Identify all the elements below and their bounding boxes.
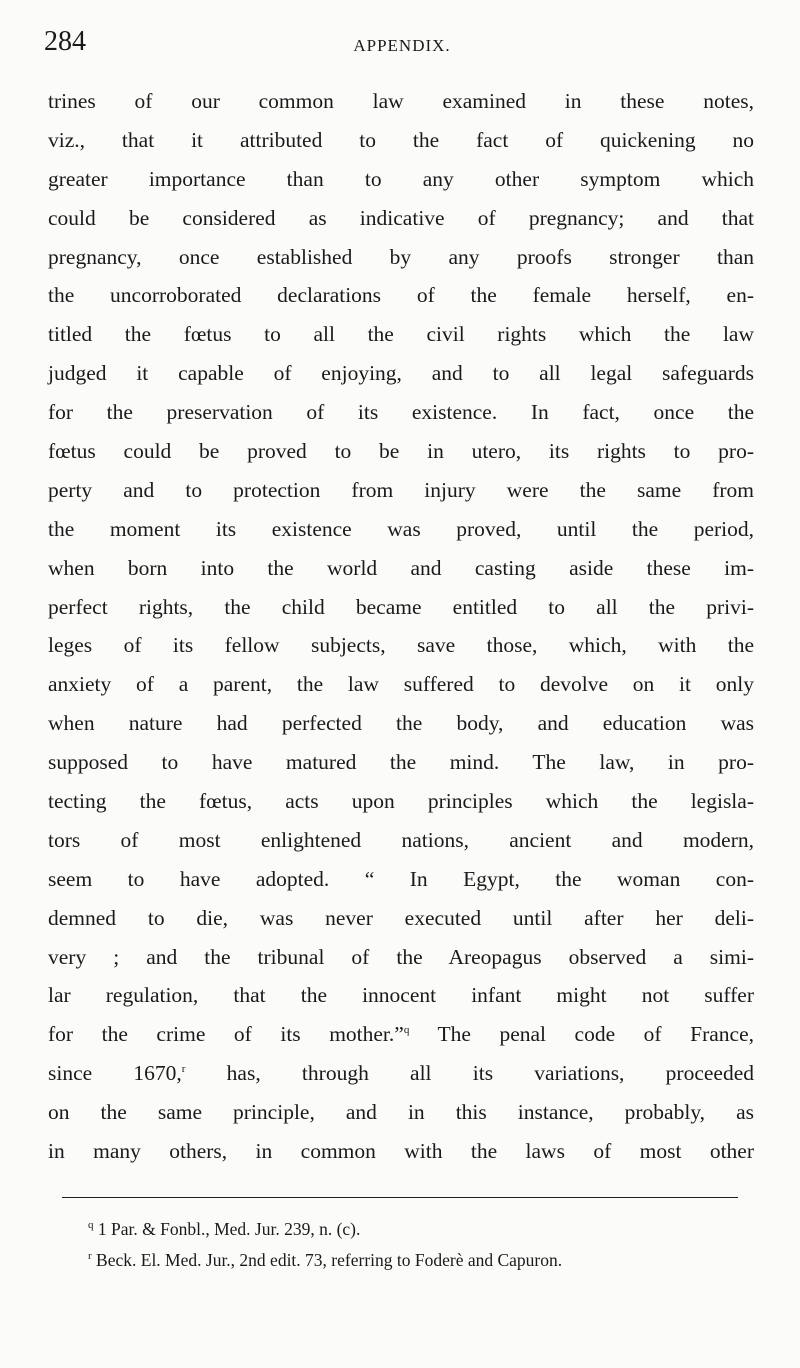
text-line: demned to die, was never executed until after her deli- <box>48 905 754 930</box>
footnote-mark: q <box>88 1219 94 1232</box>
text-line-with-footnote-ref <box>48 1054 754 1093</box>
text-line: when nature had perfected the body, and education was <box>48 711 754 736</box>
text-line: titled the fœtus to all the civil rights which the law <box>48 322 754 347</box>
footnote-r <box>58 1245 758 1276</box>
footnote-divider <box>62 1197 738 1198</box>
text-line: supposed to have matured the mind. The law, in pro- <box>48 750 754 775</box>
text-line: tors of most enlightened nations, ancient and modern, <box>48 827 754 852</box>
body-text <box>48 82 754 1171</box>
text-line: when born into the world and casting aside these im- <box>48 555 754 580</box>
text-line: could be considered as indicative of pregnancy; and that <box>48 205 754 230</box>
text-line: very ; and the tribunal of the Areopagus observed a simi- <box>48 944 754 969</box>
text-line: viz., that it attributed to the fact of quickening no <box>48 127 754 152</box>
text-line: perty and to protection from injury were the same from <box>48 477 754 502</box>
footnote-text: 1 Par. & Fonbl., Med. Jur. 239, n. (c). <box>93 1219 361 1239</box>
text-line: in many others, in common with the laws of most other <box>48 1139 754 1164</box>
text-line: on the same principle, and in this instance, probably, as <box>48 1100 754 1125</box>
footnote-q <box>58 1214 758 1245</box>
text-line: greater importance than to any other symptom which <box>48 166 754 191</box>
footnote-ref-q: q <box>403 1024 410 1037</box>
text-line: seem to have adopted. “ In Egypt, the woman con- <box>48 866 754 891</box>
line-text: has, through all its variations, proceeded <box>185 1061 754 1086</box>
text-line: lar regulation, that the innocent infant might not suffer <box>48 983 754 1008</box>
page-header <box>44 26 760 66</box>
footnote-mark: r <box>88 1250 92 1263</box>
text-line: perfect rights, the child became entitled to all the privi- <box>48 594 754 619</box>
footnote-text: Beck. El. Med. Jur., 2nd edit. 73, referring to Foderè and Capuron. <box>91 1250 563 1270</box>
line-text: for the crime of its mother.” <box>48 1022 404 1047</box>
page-number: 284 <box>44 26 86 57</box>
text-line: fœtus could be proved to be in utero, its rights to pro- <box>48 439 754 464</box>
text-line: anxiety of a parent, the law suffered to devolve on it only <box>48 672 754 697</box>
text-line: leges of its fellow subjects, save those, which, with the <box>48 633 754 658</box>
text-line: trines of our common law examined in these notes, <box>48 89 754 113</box>
footnote-ref-r: r <box>181 1063 186 1076</box>
line-text: The penal code of France, <box>409 1022 754 1047</box>
text-line: for the preservation of its existence. In fact, once the <box>48 400 754 425</box>
text-line: judged it capable of enjoying, and to all legal safeguards <box>48 361 754 386</box>
text-line: the moment its existence was proved, until the period, <box>48 516 754 541</box>
line-text: since 1670, <box>48 1061 182 1086</box>
text-line: the uncorroborated declarations of the female herself, en- <box>48 283 754 308</box>
text-line: pregnancy, once established by any proofs stronger than <box>48 244 754 269</box>
text-line-with-footnote-ref <box>48 1015 754 1054</box>
text-line: tecting the fœtus, acts upon principles which the legisla- <box>48 789 754 814</box>
footnotes <box>58 1214 758 1276</box>
running-head: APPENDIX. <box>353 36 451 55</box>
